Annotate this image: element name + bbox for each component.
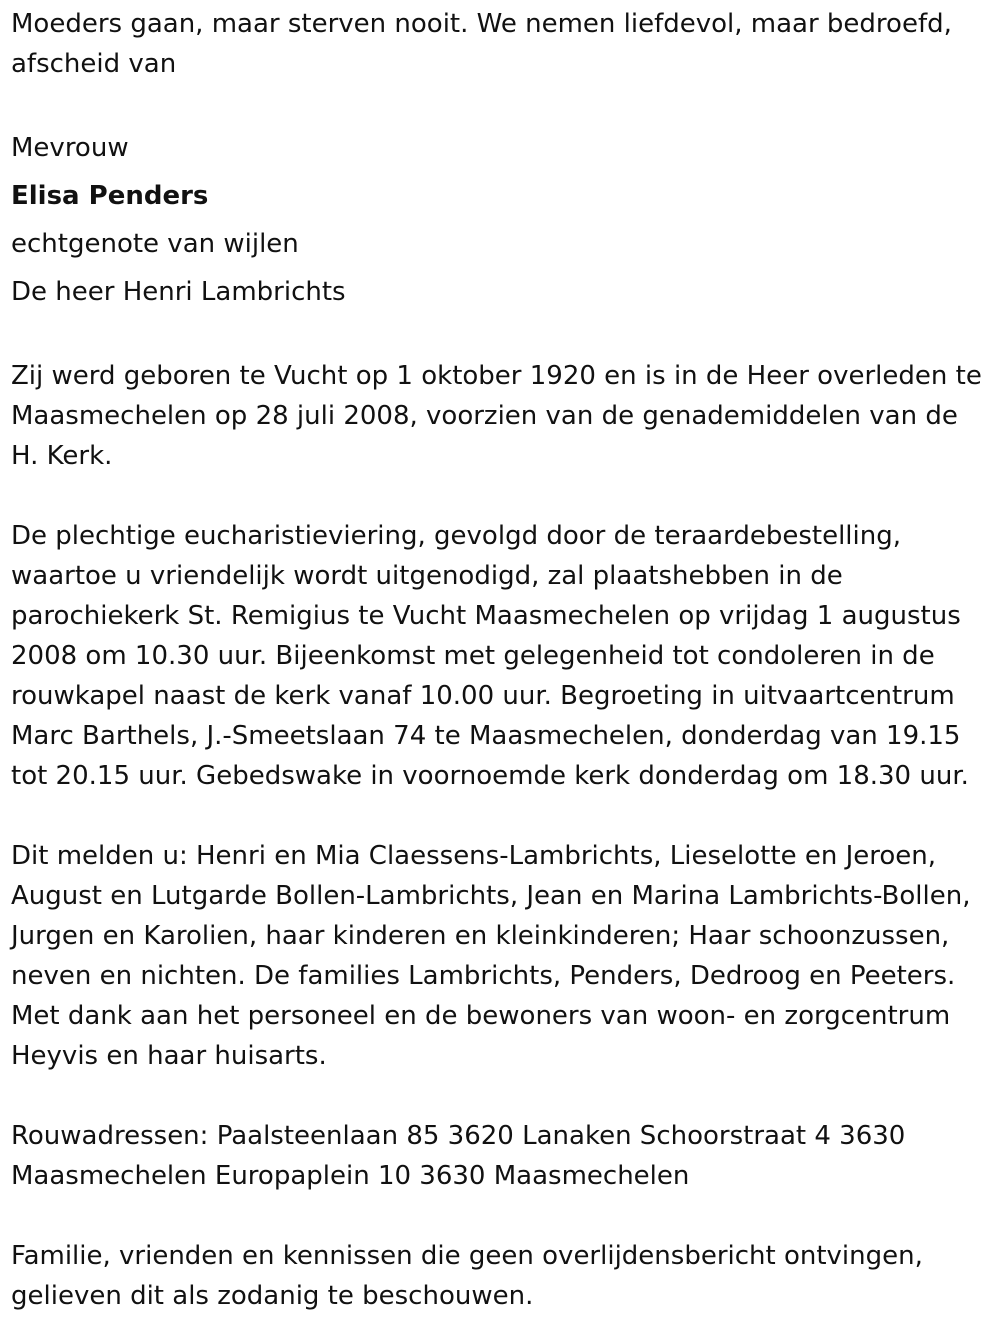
relation-text: echtgenote van wijlen <box>11 229 299 259</box>
birth-death-paragraph: Zij werd geboren te Vucht op 1 oktober 1920 en is in de Heer overleden te Maasmechelen op 28 juli 2008, voorzien van de genademiddelen van de H. Kerk. <box>11 361 982 471</box>
deceased-name: Elisa Penders <box>11 181 209 211</box>
intro-text: Moeders gaan, maar sterven nooit. We nemen liefdevol, maar bedroefd, afscheid van <box>11 9 952 79</box>
title-prefix: Mevrouw <box>11 133 129 163</box>
closing-paragraph: Familie, vrienden en kennissen die geen overlijdensbericht ontvingen, gelieven dit als zodanig te beschouwen. <box>11 1241 923 1311</box>
family-paragraph: Dit melden u: Henri en Mia Claessens-Lambrichts, Lieselotte en Jeroen, August en Lutgarde Bollen-Lambrichts, Jean en Marina Lambrichts-Bollen, Jurgen en Karolien, haar kinderen en kleinkinderen; Haar schoonzussen, neven en nichten. De families Lambrichts, Penders, Dedroog en Peeters. Met dank aan het personeel en de bewoners van woon- en zorgcentrum Heyvis en haar huisarts. <box>11 841 971 1071</box>
spouse-name: De heer Henri Lambrichts <box>11 277 346 307</box>
ceremony-paragraph: De plechtige eucharistieviering, gevolgd door de teraardebestelling, waartoe u vriendelijk wordt uitgenodigd, zal plaatshebben in de parochiekerk St. Remigius te Vucht Maasmechelen op vrijdag 1 augustus 2008 om 10.30 uur. Bijeenkomst met gelegenheid tot condoleren in de rouwkapel naast de kerk vanaf 10.00 uur. Begroeting in uitvaartcentrum Marc Barthels, J.-Smeetslaan 74 te Maasmechelen, donderdag van 19.15 tot 20.15 uur. Gebedswake in voornoemde kerk donderdag om 18.30 uur. <box>11 521 969 791</box>
addresses-paragraph: Rouwadressen: Paalsteenlaan 85 3620 Lanaken Schoorstraat 4 3630 Maasmechelen Europaplein 10 3630 Maasmechelen <box>11 1121 906 1191</box>
obituary-document <box>11 4 986 1316</box>
